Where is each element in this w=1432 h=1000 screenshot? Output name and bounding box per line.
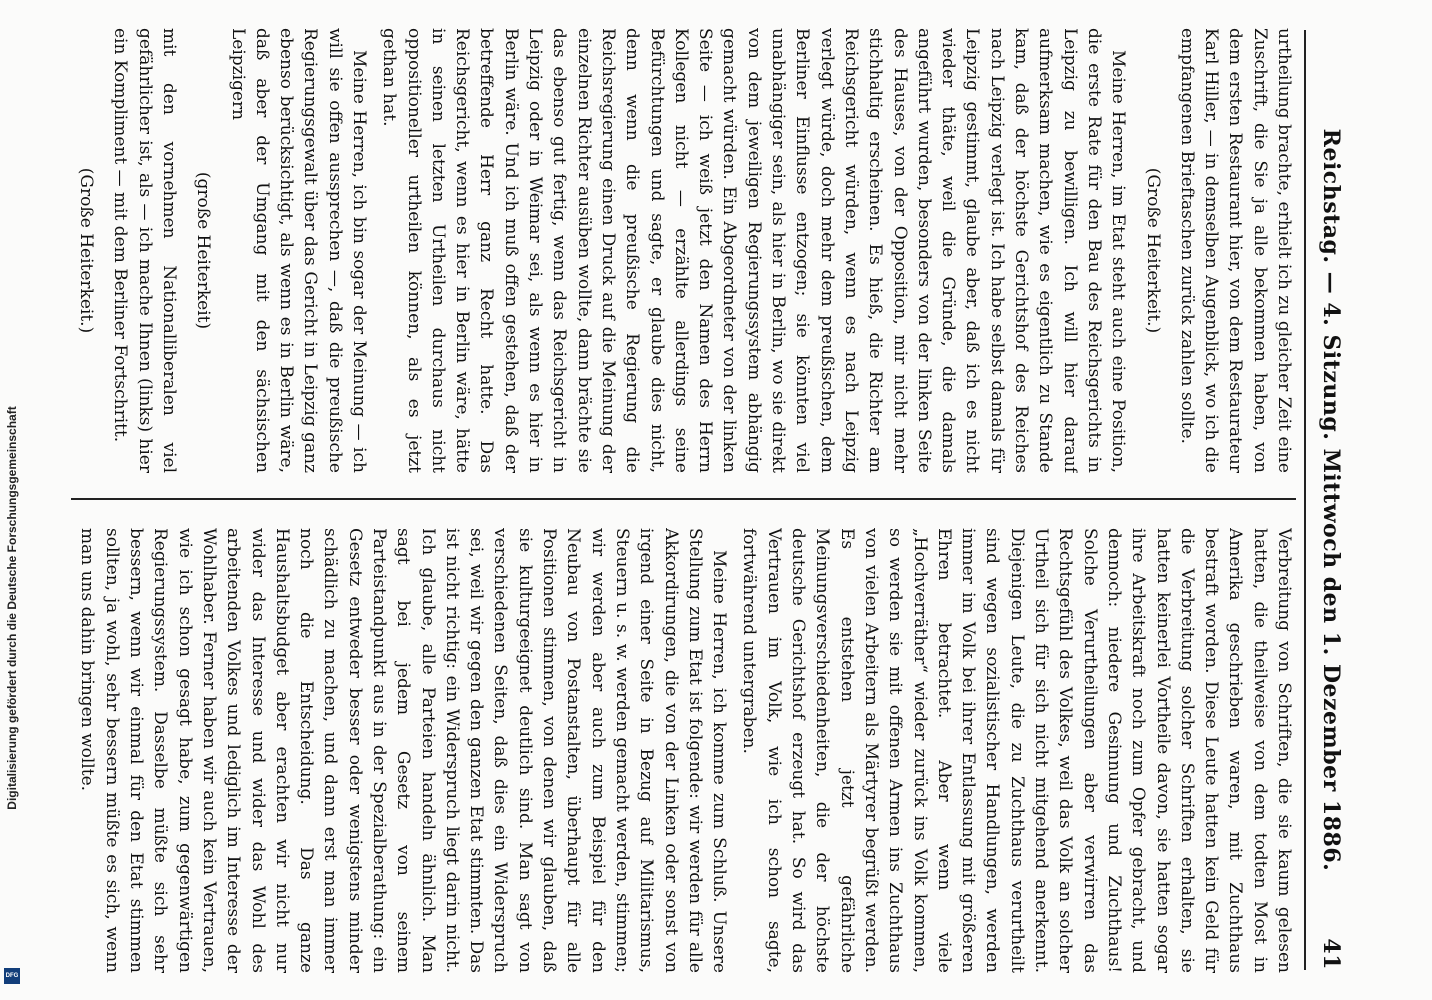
page-number: 41	[1318, 938, 1344, 970]
running-head: Reichstag. — 4. Sitzung. Mittwoch den 1. Dezember 1886.	[1318, 128, 1344, 872]
paragraph: Verbreitung von Schriften, die sie kaum gelesen hatten, die theilweise von dem todten Most in Amerika geschrieben waren, mit Zuchthaus bestraft worden. Diese Leute hatten kein Geld für die Verbreitung solcher Schriften erhalten, sie hatten keinerlei Vortheile davon, sie hatten sogar ihre Arbeitskraft noch zum Opfer gebracht, und dennoch: niedere Gesinnung und Zuchthaus! Solche Verurtheilungen aber verwirren das Rechtsgefühl des Volkes, weil das Volk an solcher Urtheil sich für sich nicht mitgehend anerkennt. Diejenigen Leute, die zu Zuchthaus verurtheilt sind wegen sozialistischer Handlungen, werden immer im Volk bei ihrer Entlassung mit größeren Ehren betrachtet. Aber wenn viele „Hochverräther“ wieder zurück ins Volk kommen, so werden sie mit offenen Armen ins Zuchthaus von vielen Arbeitern als Märtyrer begrüßt werden. Es entstehen jetzt gefährliche Meinungsverschiedenheiten, die der höchste deutsche Gerichtshof erzeugt hat. So wird das Vertrauen im Volk, wie ich schon sagte, fortwährend untergraben.	[739, 528, 1294, 973]
page-header	[1314, 30, 1344, 970]
paragraph: Meine Herren, im Etat steht auch eine Position, die erste Rate für den Bau des Reichsgerichts in Leipzig zu bewilligen. Ich will hier darauf aufmerksam machen, wie es eigentlich zu Stande kam, daß der höchste Gerichtshof des Reiches nach Leipzig verlegt ist. Ich habe selbst damals für Leipzig gestimmt, glaube aber, daß ich es nicht wieder thäte, weil die Gründe, die damals angeführt wurden, besonders von der linken Seite des Hauses, von der Opposition, mir nicht mehr stichhaltig erscheinen. Es hieß, die Richter am Reichsgericht würden, wenn es nach Leipzig verlegt würde, doch mehr dem preußischen, dem Berliner Einflusse entzogen; sie könnten viel unabhängiger sein, als hier in Berlin, wo sie direkt von dem jeweiligen Regierungssystem abhängig gemacht würden. Ein Abgeordneter von der linken Seite — ich weiß jetzt den Namen des Herrn Kollegen nicht — erzählte allerdings seine Befürchtungen und sagte, er glaube dies nicht, denn wenn die preußische Regierung die Reichsregierung einen Druck auf die Meinung der einzelnen Richter ausüben wollte, dann brächte sie das ebenso gut fertig, wenn das Reichsgericht in Leipzig oder in Weimar sei, als wenn es hier in Berlin wäre. Und ich muß offen gestehen, daß der betreffende Herr ganz Recht hatte. Das Reichsgericht, wenn es hier in Berlin wäre, hätte in seinen letzten Urtheilen durchaus nicht oppositioneller urtheilen können, als es jetzt gethan hat.	[379, 28, 1129, 473]
text-column-left	[66, 28, 1296, 473]
reaction-note: (Große Heiterkeit.)	[76, 167, 97, 334]
digitization-footer	[0, 0, 24, 1000]
reaction-note: (große Heiterkeit)	[193, 171, 214, 330]
reaction-note: (Große Heiterkeit.)	[1142, 167, 1163, 334]
paragraph: urtheilung brachte, erhielt ich zu gleicher Zeit eine Zuschrift, die Sie ja alle bekommen haben, von dem ersten Restaurant hier, von dem Restaurateur Karl Hiller, — in demselben Augenblick, wo ich die empfangenen Brieftaschen zurück zahlen sollte.	[1176, 28, 1294, 473]
document-page	[66, 0, 1366, 1000]
paragraph: mit den vornehmen Nationalliberalen viel gefährlicher ist, als — ich mache Ihnen (links) hier ein Kompliment — mit dem Berliner Fortschritt.	[110, 28, 179, 473]
paragraph: Meine Herren, ich bin sogar der Meinung — ich will sie offen aussprechen —, daß die preußische Regierungsgewalt über das Gericht in Leipzig ganz ebenso berücksichtigt, als wenn es in Berlin wäre, daß aber der Umgang mit den sächsischen Leipzigern	[227, 28, 370, 473]
dfg-logo: DFG	[4, 968, 20, 984]
text-column-right	[66, 528, 1296, 973]
column-divider	[71, 498, 1296, 500]
funding-notice: Digitalisierung gefördert durch die Deutsche Forschungsgemeinschaft	[5, 406, 19, 810]
paragraph: Meine Herren, ich komme zum Schluß. Unsere Stellung zum Etat ist folgende: wir werden für alle Akkordirungen, die von der Linken oder sonst von irgend einer Seite in Bezug auf Militarismus, Steuern u. s. w. werden gemacht werden, stimmen; wir werden aber auch zum Beispiel für den Neubau von Postanstalten, überhaupt für alle Positionen stimmen, von denen wir glauben, daß sie kulturgeeignet deutlich sind. Man sagt von verschiedenen Seiten, daß dies ein Widerspruch sei, weil wir gegen den ganzen Etat stimmten. Das ist nicht richtig: ein Widerspruch liegt darin nicht. Ich glaube, alle Parteien handeln ähnlich. Man sagt bei jedem Gesetz von seinem Parteistandpunkt aus in der Spezialberathung: ein Gesetz entweder besser oder wenigstens minder schädlich zu machen, und dann erst man immer noch die Entscheidung. Das ganze Haushaltsbudget aber erachten wir nicht nur wider das Interesse und wider das Wohl des arbeitenden Volkes und lediglich im Interesse der Wohlhaber. Ferner haben wir auch kein Vertrauen, wie ich schon gesagt habe, zum gegenwärtigen Regierungssystem. Dasselbe müßte sich sehr bessern, wenn wir einmal für den Etat stimmen sollten, ja wohl, sehr bessern müßte es sich, wenn man uns dahin bringen wollte.	[77, 528, 730, 973]
header-rule	[1304, 30, 1306, 970]
